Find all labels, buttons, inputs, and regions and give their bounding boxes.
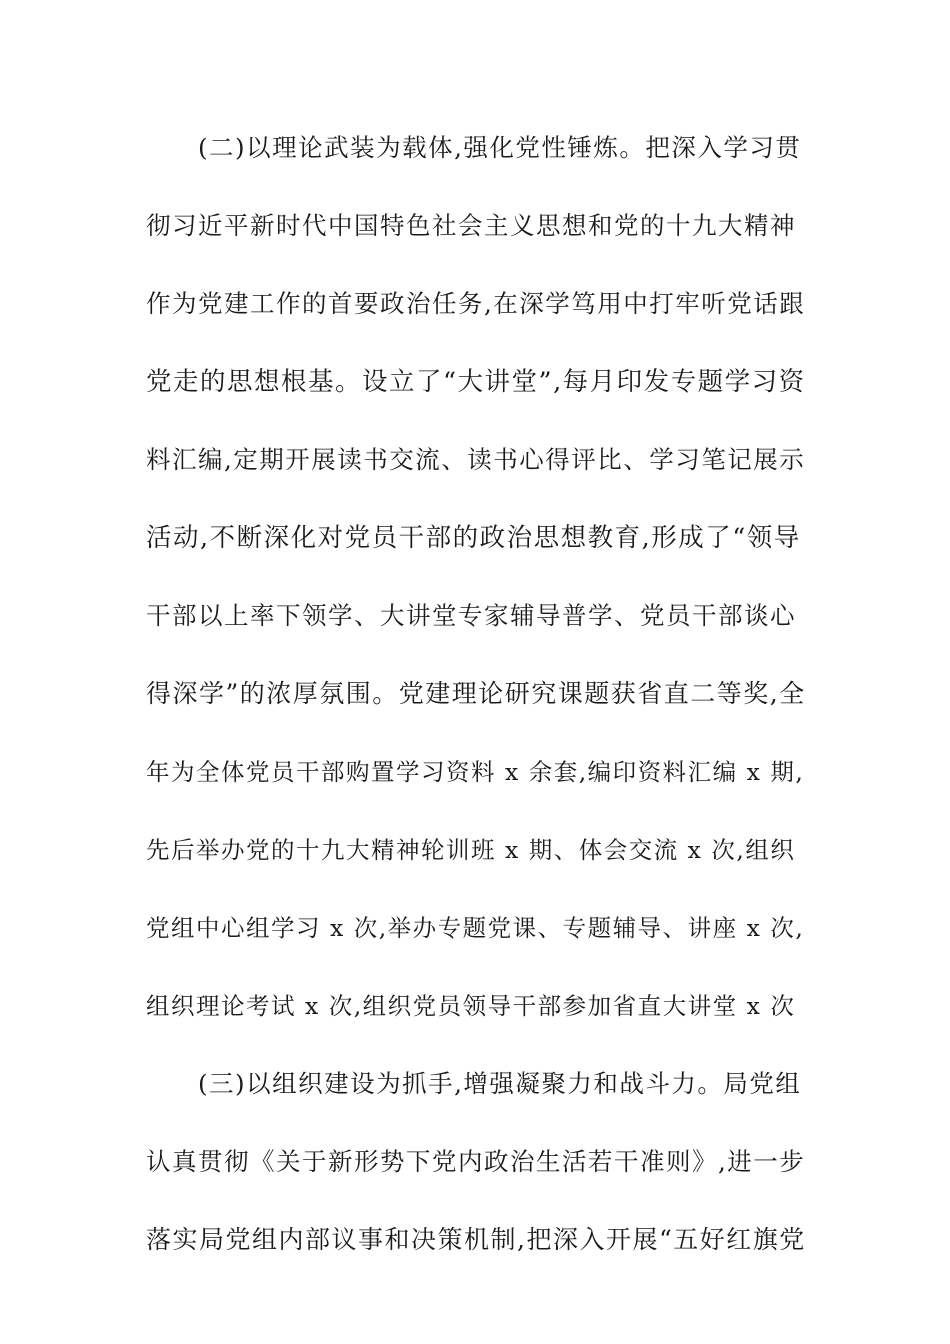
text-line: 干部以上率下领学、大讲堂专家辅导普学、党员干部谈心 (146, 601, 796, 630)
text-line: 落实局党组内部议事和决策机制,把深入开展“五好红旗党 (146, 1225, 806, 1254)
text-line: 年为全体党员干部购置学习资料 x 余套,编印资料汇编 x 期, (146, 758, 805, 786)
paragraph-3-heading-line: (三)以组织建设为抓手,增强凝聚力和战斗力。局党组 (198, 1069, 802, 1098)
text-line: 党组中心组学习 x 次,举办专题党课、专题辅导、讲座 x 次, (146, 914, 805, 942)
paragraph-2-heading-line: (二)以理论武装为载体,强化党性锤炼。把深入学习贯 (198, 133, 802, 162)
text-line: 彻习近平新时代中国特色社会主义思想和党的十九大精神 (146, 211, 796, 240)
text-line: 先后举办党的十九大精神轮训班 x 期、体会交流 x 次,组织 (146, 836, 796, 864)
text-line: 料汇编,定期开展读书交流、读书心得评比、学习笔记展示 (146, 445, 806, 474)
text-line: 作为党建工作的首要政治任务,在深学笃用中打牢听党话跟 (146, 289, 806, 318)
text-line: 组织理论考试 x 次,组织党员领导干部参加省直大讲堂 x 次 (146, 992, 796, 1020)
text-line: 活动,不断深化对党员干部的政治思想教育,形成了“领导 (146, 523, 801, 553)
text-line: 党走的思想根基。设立了“大讲堂”,每月印发专题学习资 (146, 367, 806, 397)
text-line: 认真贯彻《关于新形势下党内政治生活若干准则》,进一步 (146, 1147, 806, 1176)
text-line: 得深学”的浓厚氛围。党建理论研究课题获省直二等奖,全 (146, 679, 806, 708)
